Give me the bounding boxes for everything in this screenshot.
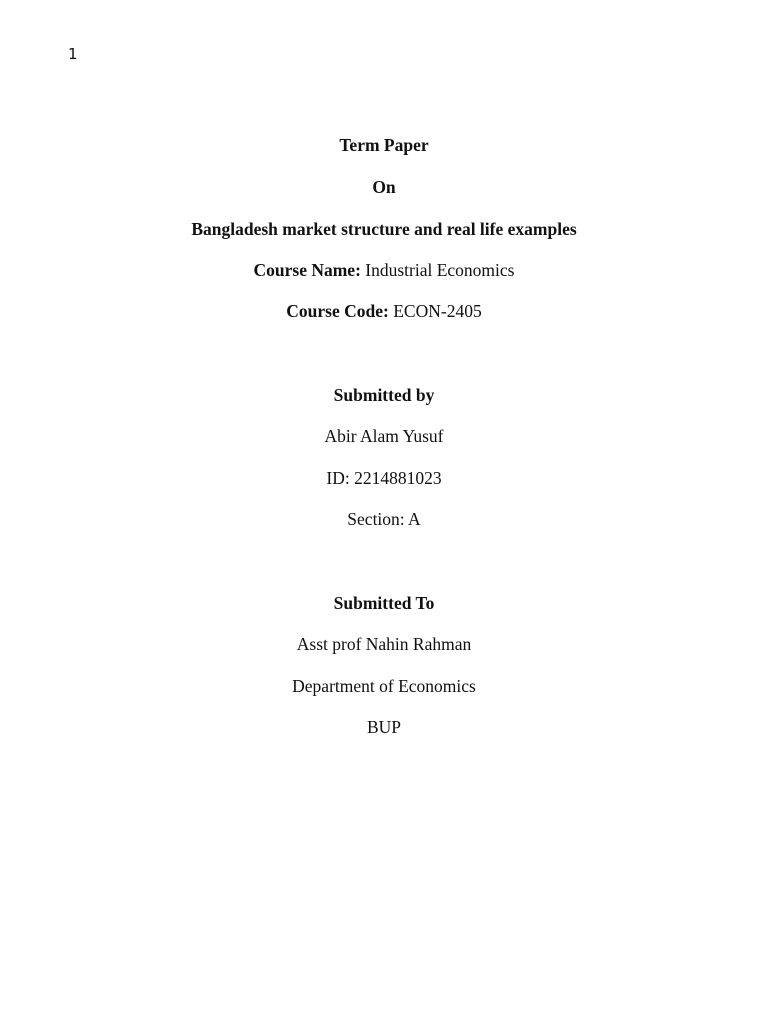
course-code-value: ECON-2405 (393, 301, 482, 321)
course-name-value: Industrial Economics (365, 260, 515, 280)
paper-topic: Bangladesh market structure and real life examples (191, 219, 577, 239)
course-name-label: Course Name: (253, 260, 361, 280)
instructor-name: Asst prof Nahin Rahman (296, 634, 472, 654)
department-name: Department of Economics (292, 676, 476, 696)
institution-name: BUP (366, 717, 402, 737)
submitted-to-heading: Submitted To (333, 593, 435, 613)
submitted-by-heading: Submitted by (333, 385, 435, 405)
student-name: Abir Alam Yusuf (324, 426, 444, 446)
student-section: Section: A (347, 509, 421, 529)
course-code-line (0, 301, 768, 321)
page-number: 1 (68, 45, 78, 63)
student-id: ID: 2214881023 (326, 468, 442, 488)
course-name-line (0, 260, 768, 280)
paper-title: Term Paper (339, 135, 429, 155)
course-code-label: Course Code: (286, 301, 389, 321)
paper-on: On (372, 177, 396, 197)
